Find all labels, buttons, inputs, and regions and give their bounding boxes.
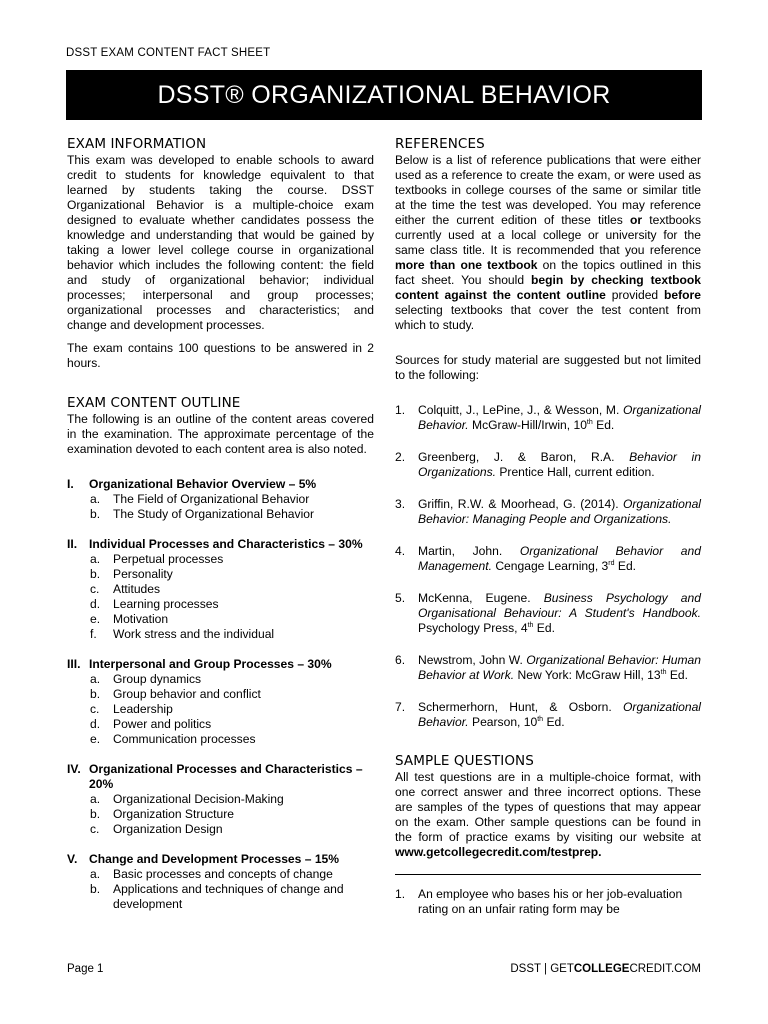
section-number: III.: [67, 657, 81, 671]
section-item: [90, 822, 374, 837]
section-heading: [67, 477, 374, 492]
reference-item: [395, 497, 701, 527]
divider: [395, 874, 701, 875]
reference-item: [395, 653, 701, 683]
outline-section: [67, 477, 374, 522]
section-title: Organizational Processes and Characteristics – 20%: [89, 762, 363, 791]
page-number: Page 1: [67, 963, 104, 975]
reference-text: Colquitt, J., LePine, J., & Wesson, M. Organizational Behavior. McGraw-Hill/Irwin, 10th Ed.: [418, 403, 701, 432]
reference-number: 5.: [395, 591, 406, 605]
item-letter: d.: [90, 597, 101, 611]
reference-item: [395, 700, 701, 730]
reference-number: 2.: [395, 450, 406, 464]
item-letter: b.: [90, 882, 101, 896]
item-text: Power and politics: [113, 717, 212, 731]
reference-item: [395, 544, 701, 574]
item-letter: e.: [90, 612, 101, 626]
item-letter: e.: [90, 732, 101, 746]
item-letter: a.: [90, 672, 101, 686]
section-item: [90, 597, 374, 612]
reference-title: Organizational Behavior: Managing People and Organizations.: [418, 497, 701, 526]
item-text: Motivation: [113, 612, 169, 626]
sources-paragraph: Sources for study material are suggested but not limited to the following:: [395, 353, 701, 382]
reference-text: Martin, John. Organizational Behavior and Management. Cengage Learning, 3rd Ed.: [418, 544, 701, 573]
item-letter: b.: [90, 687, 101, 701]
reference-title: Organizational Behavior and Management.: [418, 544, 701, 573]
section-title: Individual Processes and Characteristics – 30%: [89, 537, 363, 551]
section-number: II.: [67, 537, 78, 551]
item-text: Organization Structure: [113, 807, 234, 821]
section-item: [90, 687, 374, 702]
footer-brand: DSST | GETCOLLEGECREDIT.COM: [510, 963, 701, 975]
section-item: [90, 732, 374, 747]
section-item: [90, 702, 374, 717]
reference-title: Organizational Behavior.: [418, 403, 701, 432]
item-text: Attitudes: [113, 582, 161, 596]
section-item: [90, 612, 374, 627]
item-text: Perpetual processes: [113, 552, 224, 566]
section-item: [90, 567, 374, 582]
item-text: Work stress and the individual: [113, 627, 275, 641]
section-items: [90, 672, 374, 747]
reference-item: [395, 591, 701, 636]
section-items: [90, 552, 374, 642]
reference-title: Business Psychology and Organisational Behaviour: A Student's Handbook.: [418, 591, 701, 620]
reference-number: 6.: [395, 653, 406, 667]
reference-text: Schermerhorn, Hunt, & Osborn. Organizational Behavior. Pearson, 10th Ed.: [418, 700, 701, 729]
reference-item: [395, 450, 701, 480]
item-letter: a.: [90, 492, 101, 506]
reference-title: Organizational Behavior.: [418, 700, 701, 729]
reference-number: 1.: [395, 403, 406, 417]
item-letter: d.: [90, 717, 101, 731]
item-letter: a.: [90, 867, 101, 881]
section-number: IV.: [67, 762, 81, 776]
item-letter: a.: [90, 552, 101, 566]
item-text: Organizational Decision-Making: [113, 792, 284, 806]
sample-question-1: 1. An employee who bases his or her job-evaluation rating on an unfair rating form may be: [395, 887, 683, 916]
section-item: [90, 882, 374, 912]
reference-number: 7.: [395, 700, 406, 714]
section-item: [90, 717, 374, 732]
section-heading: [67, 762, 374, 792]
section-item: [90, 672, 374, 687]
item-text: Personality: [113, 567, 173, 581]
section-item: [90, 867, 374, 882]
fact-sheet-label: DSST EXAM CONTENT FACT SHEET: [66, 47, 271, 59]
section-item: [90, 507, 374, 522]
item-letter: c.: [90, 822, 100, 836]
testprep-link[interactable]: www.getcollegecredit.com/testprep.: [395, 845, 602, 859]
reference-text: McKenna, Eugene. Business Psychology and Organisational Behaviour: A Student's Handbook. Psychology Press, 4th Ed.: [418, 591, 701, 635]
item-text: Applications and techniques of change and development: [113, 882, 344, 911]
item-text: Learning processes: [113, 597, 219, 611]
exam-duration-paragraph: The exam contains 100 questions to be answered in 2 hours.: [67, 341, 374, 370]
reference-number: 4.: [395, 544, 406, 558]
sample-questions-paragraph: All test questions are in a multiple-choice format, with one correct answer and three incorrect options. These are samples of the types of questions that may appear on the exam. Other sample questions can be found in the form of practice exams by visiting our website at www.getcollegecredit.com/testprep.: [395, 770, 701, 859]
section-number: I.: [67, 477, 74, 491]
references-paragraph: Below is a list of reference publications that were either used as a reference to create the exam, or were used as textbooks in college courses of the same or similar title at the time the test was developed. You may reference either the current edition of these titles or textbooks currently used at a local college or university for the same class title. It is recommended that you reference more than one textbook on the topics outlined in this fact sheet. You should begin by checking textbook content against the content outline provided before selecting textbooks that cover the test content from which to study.: [395, 153, 701, 332]
item-text: Communication processes: [113, 732, 256, 746]
item-letter: b.: [90, 807, 101, 821]
section-item: [90, 492, 374, 507]
item-letter: b.: [90, 567, 101, 581]
reference-number: 3.: [395, 497, 406, 511]
item-letter: c.: [90, 582, 100, 596]
section-item: [90, 582, 374, 597]
section-item: [90, 807, 374, 822]
section-item: [90, 552, 374, 567]
section-heading: [67, 537, 374, 552]
outline-section: [67, 537, 374, 642]
sample-questions-heading: SAMPLE QUESTIONS: [395, 753, 534, 769]
exam-information-heading: EXAM INFORMATION: [67, 136, 207, 152]
left-column: [67, 136, 374, 927]
item-letter: b.: [90, 507, 101, 521]
reference-title: Behavior in Organizations.: [418, 450, 701, 479]
title-banner: [66, 70, 702, 120]
section-heading: [67, 852, 374, 867]
section-items: [90, 867, 374, 912]
section-items: [90, 792, 374, 837]
section-item: [90, 627, 374, 642]
section-title: Organizational Behavior Overview – 5%: [89, 477, 317, 491]
exam-information-paragraph: This exam was developed to enable schools to award credit to students for knowledge equivalent to that learned by students taking the course. DSST Organizational Behavior is a multiple-choice exam designed to evaluate whether candidates possess the knowledge and understanding that would be gained by taking a lower level college course in organizational behavior which includes the following content: the field and study of organizational behavior; individual processes; interpersonal and group processes; organizational processes and characteristics; and change and development processes.: [67, 153, 374, 332]
item-text: Group behavior and conflict: [113, 687, 261, 701]
section-number: V.: [67, 852, 78, 866]
item-text: The Field of Organizational Behavior: [113, 492, 310, 506]
reference-text: Newstrom, John W. Organizational Behavior: Human Behavior at Work. New York: McGraw Hill, 13th Ed.: [418, 653, 701, 682]
item-text: Leadership: [113, 702, 173, 716]
exam-content-outline-heading: EXAM CONTENT OUTLINE: [67, 395, 241, 411]
reference-text: Greenberg, J. & Baron, R.A. Behavior in Organizations. Prentice Hall, current edition.: [418, 450, 701, 479]
item-letter: f.: [90, 627, 97, 641]
item-letter: a.: [90, 792, 101, 806]
references-heading: REFERENCES: [395, 136, 485, 152]
reference-title: Organizational Behavior: Human Behavior at Work.: [418, 653, 701, 682]
section-heading: [67, 657, 374, 672]
reference-item: [395, 403, 701, 433]
reference-text: Griffin, R.W. & Moorhead, G. (2014). Organizational Behavior: Managing People and Organizations.: [418, 497, 701, 526]
item-letter: c.: [90, 702, 100, 716]
outline-section: [67, 852, 374, 912]
item-text: Basic processes and concepts of change: [113, 867, 333, 881]
item-text: The Study of Organizational Behavior: [113, 507, 315, 521]
outline-sections: [67, 477, 374, 912]
reference-list: [395, 403, 701, 730]
item-text: Organization Design: [113, 822, 223, 836]
section-title: Change and Development Processes – 15%: [89, 852, 340, 866]
section-item: [90, 792, 374, 807]
section-title: Interpersonal and Group Processes – 30%: [89, 657, 332, 671]
right-column: [395, 136, 701, 917]
outline-section: [67, 657, 374, 747]
section-items: [90, 492, 374, 522]
outline-intro-paragraph: The following is an outline of the content areas covered in the examination. The approximate percentage of the examination devoted to each content area is also noted.: [67, 412, 374, 456]
item-text: Group dynamics: [113, 672, 202, 686]
outline-section: [67, 762, 374, 837]
page-title: DSST® ORGANIZATIONAL BEHAVIOR: [157, 80, 611, 109]
